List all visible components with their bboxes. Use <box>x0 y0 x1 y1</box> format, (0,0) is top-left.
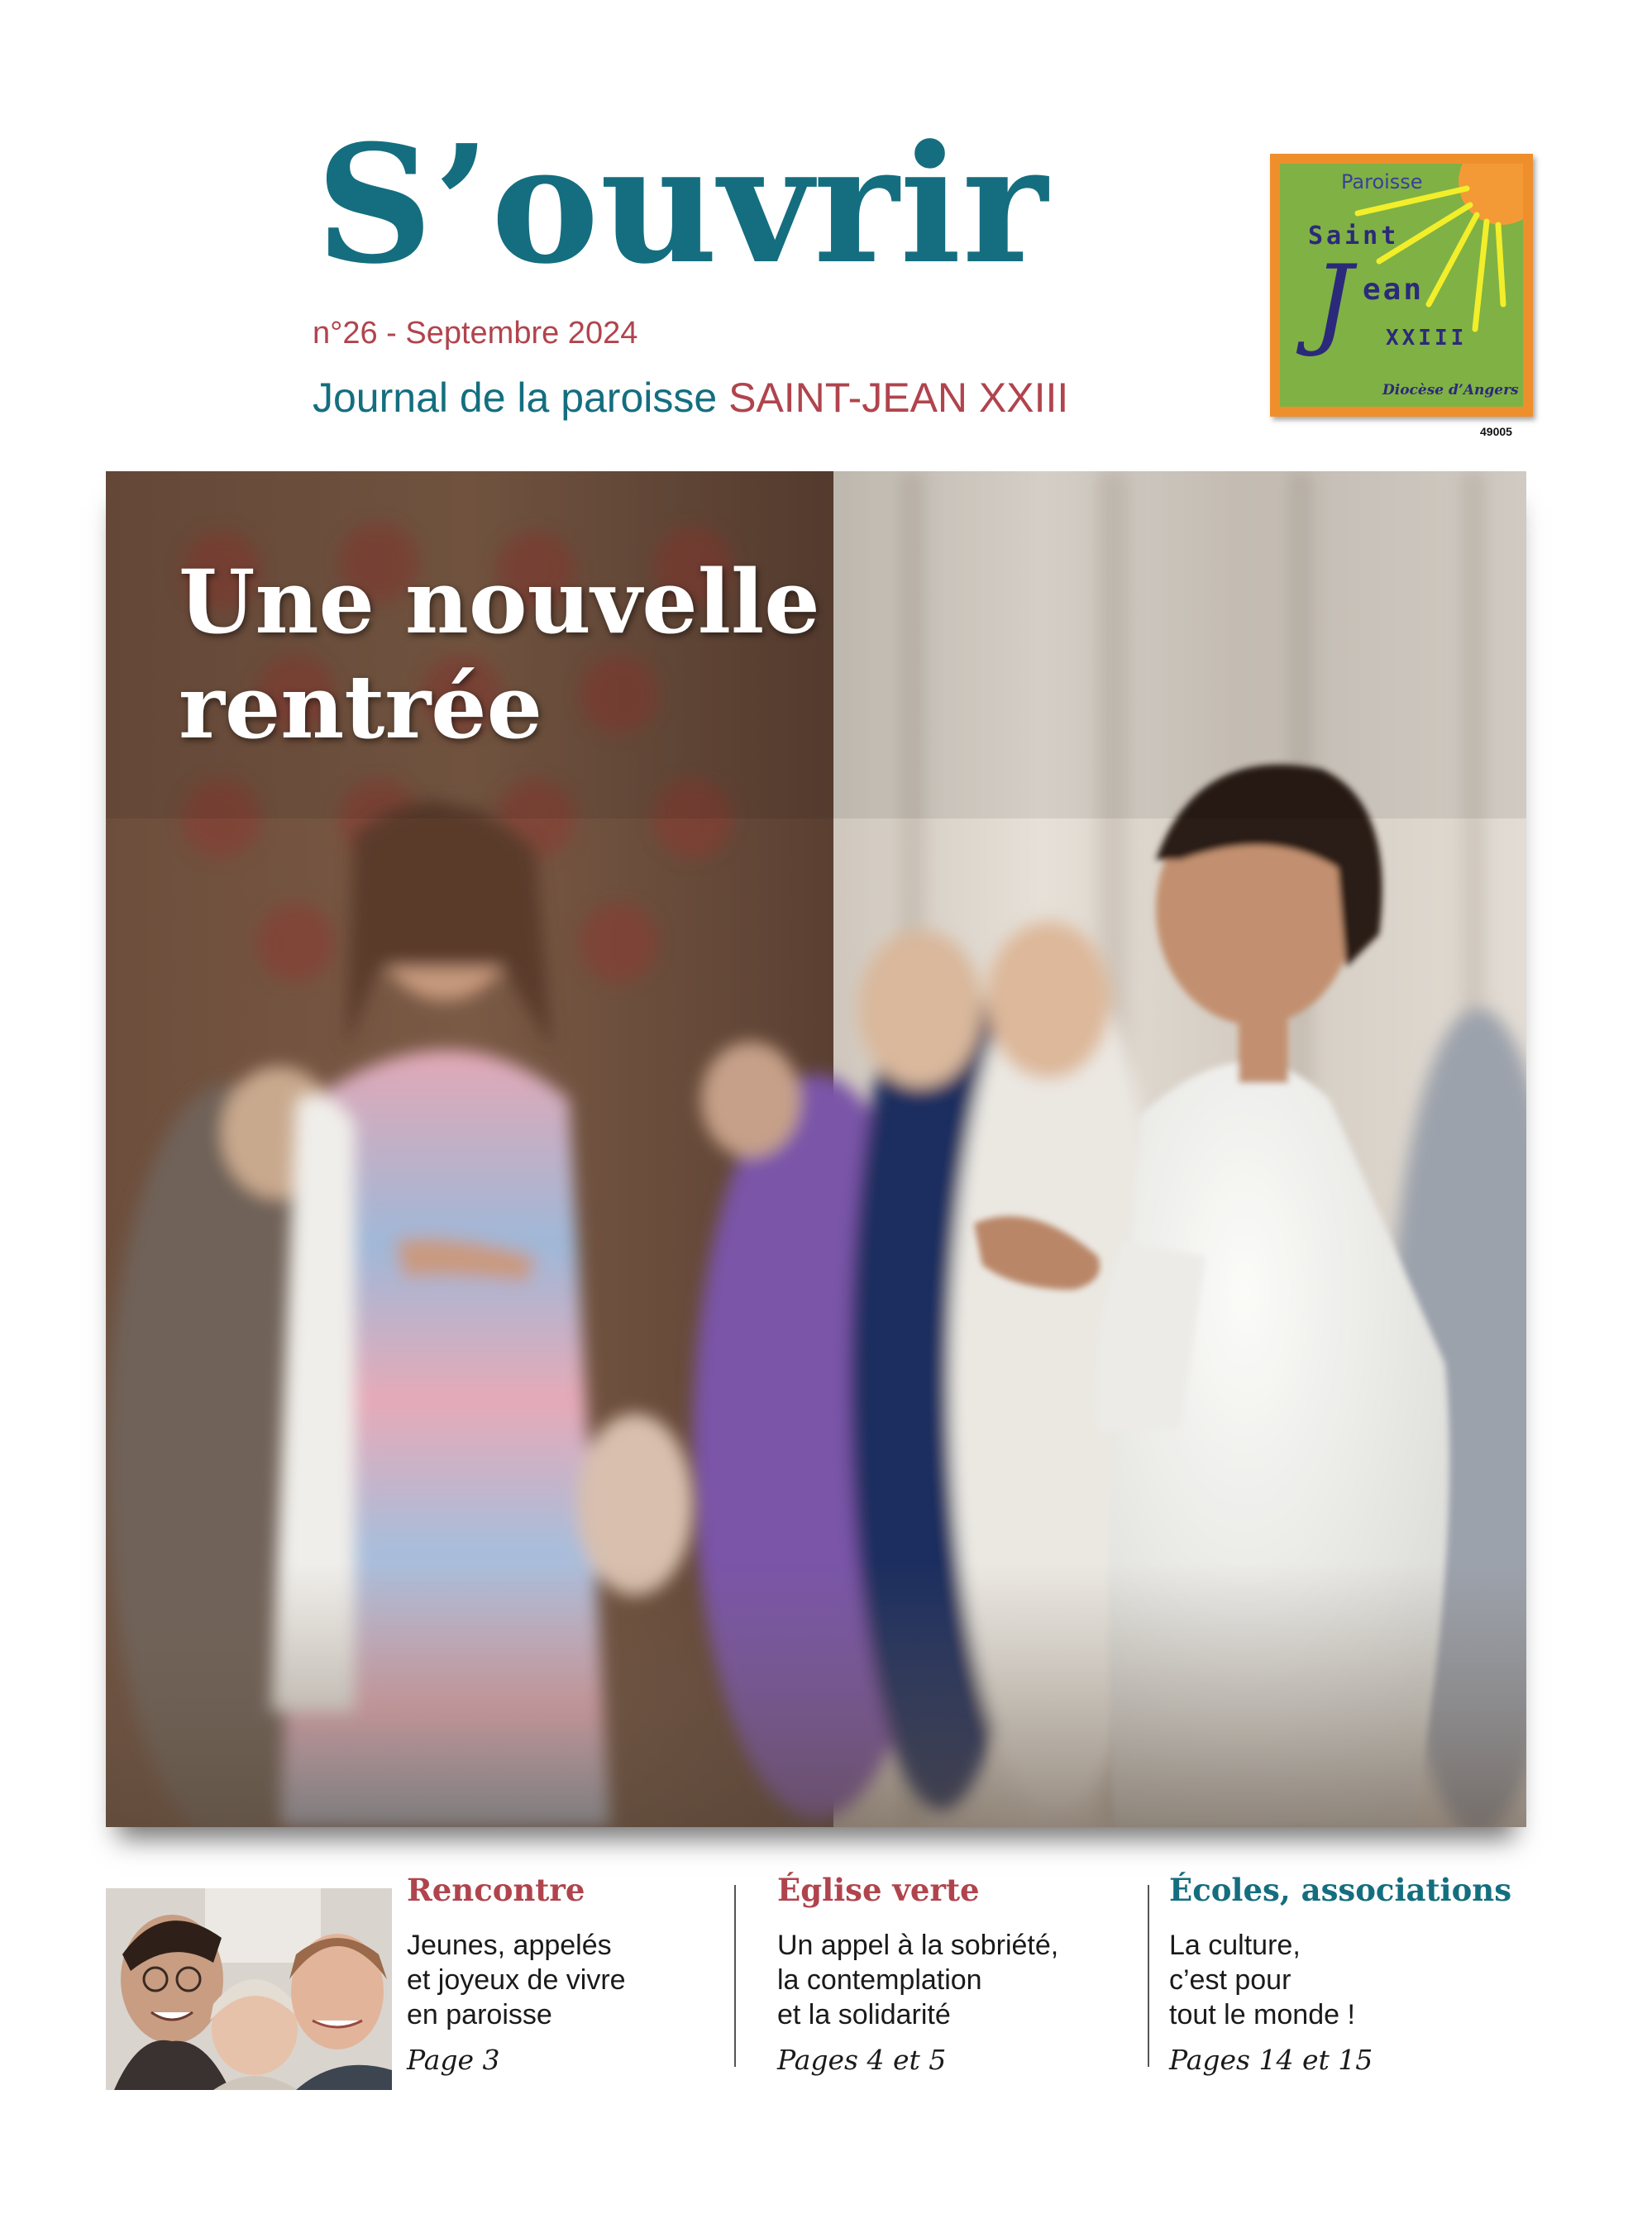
cover-headline <box>179 549 820 759</box>
teaser-rencontre-line: Jeunes, appelés <box>407 1930 612 1961</box>
teaser-ecoles-line: tout le monde ! <box>1169 1999 1355 2030</box>
teaser-eglise-verte-body <box>777 1928 1058 2032</box>
teaser-divider <box>1148 1885 1149 2067</box>
teaser-rencontre-body <box>407 1928 626 2032</box>
parish-logo <box>1270 154 1533 417</box>
teaser-ecoles-line: La culture, <box>1169 1930 1301 1961</box>
rencontre-photo-illustration <box>106 1888 392 2090</box>
logo-text-paroisse: Paroisse <box>1341 170 1423 193</box>
journal-title: S’ouvrir <box>316 110 1048 300</box>
journal-subtitle <box>313 374 1068 422</box>
postal-code: 49005 <box>1480 425 1512 438</box>
teaser-ecoles-title: Écoles, associations <box>1169 1872 1512 1908</box>
teaser-rencontre-line: et joyeux de vivre <box>407 1964 626 1996</box>
logo-text-xxiii: XXIII <box>1386 326 1468 351</box>
teaser-ecoles-page[interactable]: Pages 14 et 15 <box>1169 2044 1373 2076</box>
teaser-rencontre-page[interactable]: Page 3 <box>407 2044 500 2076</box>
subtitle-parish: SAINT-JEAN XXIII <box>728 375 1069 421</box>
teaser-eglise-verte-page[interactable]: Pages 4 et 5 <box>777 2044 947 2076</box>
rencontre-photo <box>106 1888 392 2090</box>
teaser-ecoles-line: c’est pour <box>1169 1964 1292 1996</box>
teaser-divider <box>734 1885 736 2067</box>
cover-headline-line1: Une nouvelle <box>179 550 820 653</box>
logo-text-j: J <box>1313 245 1354 360</box>
subtitle-prefix: Journal de la paroisse <box>313 375 718 421</box>
teaser-rencontre-title: Rencontre <box>407 1872 585 1908</box>
cover-photo <box>106 471 1526 1827</box>
logo-text-ean: ean <box>1363 273 1425 307</box>
teaser-eglise-verte-line: et la solidarité <box>777 1999 951 2030</box>
teaser-rencontre-line: en paroisse <box>407 1999 552 2030</box>
teaser-eglise-verte-line: la contemplation <box>777 1964 982 1996</box>
cover-headline-line2: rentrée <box>179 655 543 759</box>
logo-text-saint: Saint <box>1308 222 1400 251</box>
issue-number: n°26 - Septembre 2024 <box>313 316 638 351</box>
teaser-eglise-verte-title: Église verte <box>777 1872 980 1908</box>
teaser-eglise-verte-line: Un appel à la sobriété, <box>777 1930 1059 1961</box>
logo-text-diocese: Diocèse d’Angers <box>1382 382 1519 398</box>
teaser-ecoles-body <box>1169 1928 1355 2032</box>
